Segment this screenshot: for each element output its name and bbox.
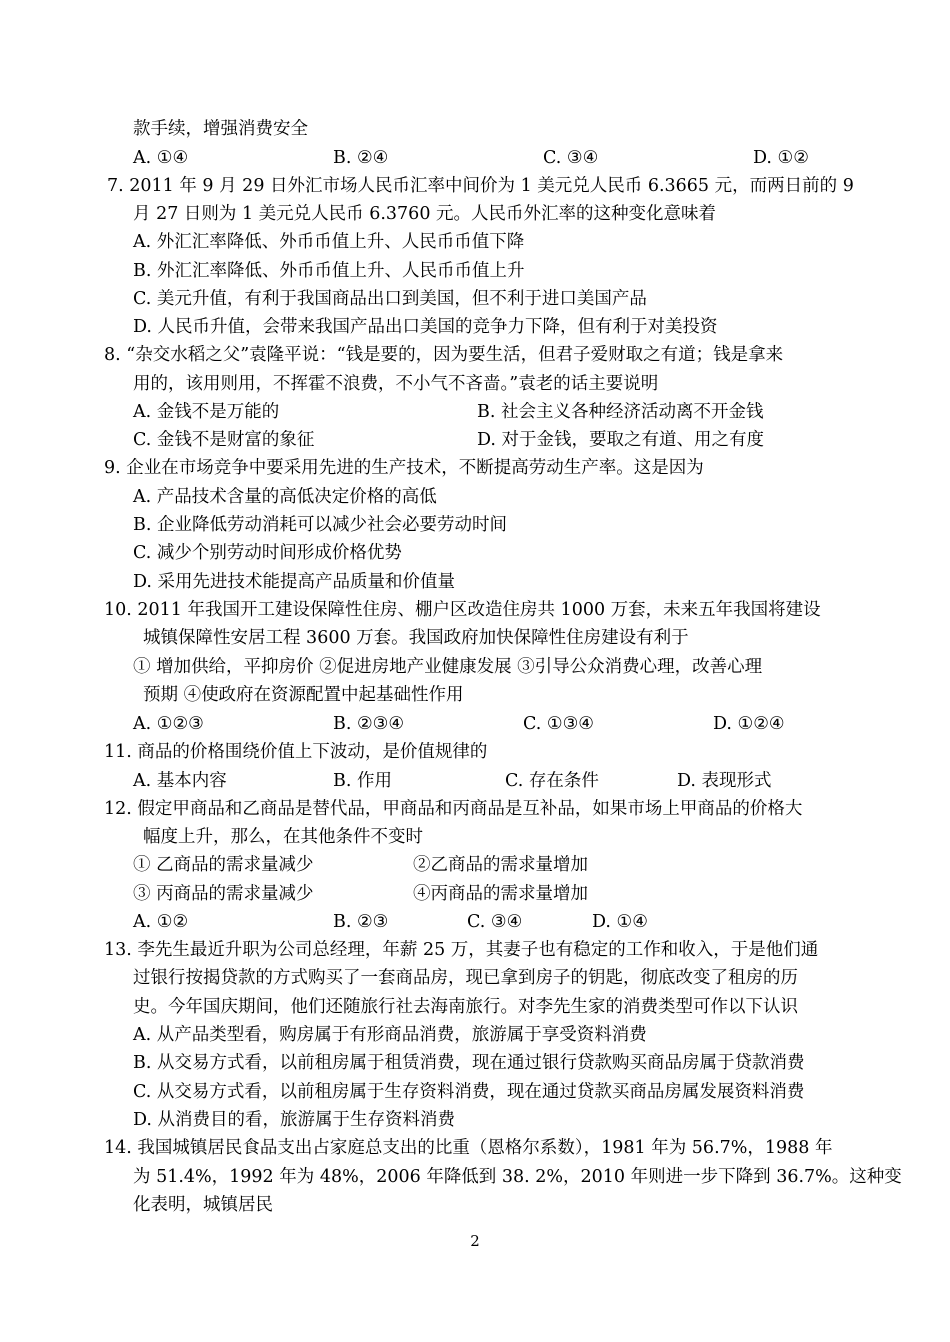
q7-option-c: C. 美元升值，有利于我国商品出口到美国，但不利于进口美国产品 [133, 289, 647, 309]
q13-option-b: B. 从交易方式看，以前租房属于租赁消费，现在通过银行贷款购买商品房属于贷款消费 [133, 1053, 805, 1073]
q11-option-b: B. 作用 [333, 771, 392, 791]
q10-statements-line2: 预期 ④使政府在资源配置中起基础性作用 [143, 685, 464, 705]
q12-option-c: C. ③④ [467, 912, 523, 932]
q8-stem-line2: 用的，该用则用，不挥霍不浪费，不小气不吝啬。”袁老的话主要说明 [133, 374, 659, 394]
q12-statement-4: ④丙商品的需求量增加 [413, 884, 588, 904]
q12-statement-3: ③ 丙商品的需求量减少 [133, 884, 314, 904]
q6-option-a: A. ①④ [133, 148, 189, 168]
q9-option-a: A. 产品技术含量的高低决定价格的高低 [133, 487, 437, 507]
q11-option-a: A. 基本内容 [133, 771, 227, 791]
q8-option-a: A. 金钱不是万能的 [133, 402, 280, 422]
q7-option-a: A. 外汇汇率降低、外币币值上升、人民币币值下降 [133, 232, 525, 252]
q13-stem-line3: 史。今年国庆期间，他们还随旅行社去海南旅行。对李先生家的消费类型可作以下认识 [133, 997, 798, 1017]
q10-stem-line2: 城镇保障性安居工程 3600 万套。我国政府加快保障性住房建设有利于 [143, 628, 689, 648]
q10-option-a: A. ①②③ [133, 714, 204, 734]
q6-option-b: B. ②④ [333, 148, 389, 168]
q14-stem-line2: 为 51.4%，1992 年为 48%，2006 年降低到 38. 2%，2010 年则进一步下降到 36.7%。这种变 [133, 1167, 902, 1187]
q10-stem-line1: 10. 2011 年我国开工建设保障性住房、棚户区改造住房共 1000 万套，未来五年我国将建设 [104, 600, 821, 620]
q12-statement-2: ②乙商品的需求量增加 [413, 855, 588, 875]
q10-option-d: D. ①②④ [713, 714, 785, 734]
q8-stem-line1: 8. “杂交水稻之父”袁隆平说：“钱是要的，因为要生活，但君子爱财取之有道；钱是拿来 [104, 345, 784, 365]
q11-stem-line1: 11. 商品的价格围绕价值上下波动，是价值规律的 [104, 742, 488, 762]
q12-stem-line1: 12. 假定甲商品和乙商品是替代品，甲商品和丙商品是互补品，如果市场上甲商品的价格大 [104, 799, 803, 819]
q9-option-c: C. 减少个别劳动时间形成价格优势 [133, 543, 402, 563]
q9-stem-line1: 9. 企业在市场竞争中要采用先进的生产技术，不断提高劳动生产率。这是因为 [104, 458, 704, 478]
q8-option-c: C. 金钱不是财富的象征 [133, 430, 315, 450]
q9-option-b: B. 企业降低劳动消耗可以减少社会必要劳动时间 [133, 515, 507, 535]
q8-option-d: D. 对于金钱，要取之有道、用之有度 [477, 430, 765, 450]
q14-stem-line3: 化表明，城镇居民 [133, 1195, 273, 1215]
q10-option-b: B. ②③④ [333, 714, 405, 734]
q7-option-b: B. 外汇汇率降低、外币币值上升、人民币币值上升 [133, 261, 525, 281]
q13-stem-line1: 13. 李先生最近升职为公司总经理，年薪 25 万，其妻子也有稳定的工作和收入，于是他们通 [104, 940, 819, 960]
q12-option-d: D. ①④ [592, 912, 648, 932]
q11-option-d: D. 表现形式 [677, 771, 772, 791]
q6-stem-continuation: 款手续，增强消费安全 [133, 119, 308, 139]
q7-option-d: D. 人民币升值，会带来我国产品出口美国的竞争力下降，但有利于对美投资 [133, 317, 718, 337]
q9-option-d: D. 采用先进技术能提高产品质量和价值量 [133, 572, 456, 592]
q12-option-b: B. ②③ [333, 912, 389, 932]
q12-option-a: A. ①② [133, 912, 189, 932]
q11-option-c: C. 存在条件 [505, 771, 599, 791]
q7-stem-line1: 7. 2011 年 9 月 29 日外汇市场人民币汇率中间价为 1 美元兑人民币 6.3665 元，而两日前的 9 [107, 176, 854, 196]
q8-option-b: B. 社会主义各种经济活动离不开金钱 [477, 402, 764, 422]
q6-option-c: C. ③④ [543, 148, 599, 168]
q12-stem-line2: 幅度上升，那么，在其他条件不变时 [143, 827, 423, 847]
q12-statement-1: ① 乙商品的需求量减少 [133, 855, 314, 875]
q13-option-c: C. 从交易方式看，以前租房属于生存资料消费，现在通过贷款买商品房属发展资料消费 [133, 1082, 805, 1102]
q14-stem-line1: 14. 我国城镇居民食品支出占家庭总支出的比重（恩格尔系数），1981 年为 56.7%，1988 年 [104, 1138, 833, 1158]
q13-stem-line2: 过银行按揭贷款的方式购买了一套商品房，现已拿到房子的钥匙，彻底改变了租房的历 [133, 968, 798, 988]
q7-stem-line2: 月 27 日则为 1 美元兑人民币 6.3760 元。人民币外汇率的这种变化意味着 [133, 204, 717, 224]
q13-option-a: A. 从产品类型看，购房属于有形商品消费，旅游属于享受资料消费 [133, 1025, 647, 1045]
page-number: 2 [470, 1232, 480, 1250]
q10-statements-line1: ① 增加供给，平抑房价 ②促进房地产业健康发展 ③引导公众消费心理，改善心理 [133, 657, 763, 677]
q10-option-c: C. ①③④ [523, 714, 594, 734]
q6-option-d: D. ①② [753, 148, 809, 168]
q13-option-d: D. 从消费目的看，旅游属于生存资料消费 [133, 1110, 456, 1130]
